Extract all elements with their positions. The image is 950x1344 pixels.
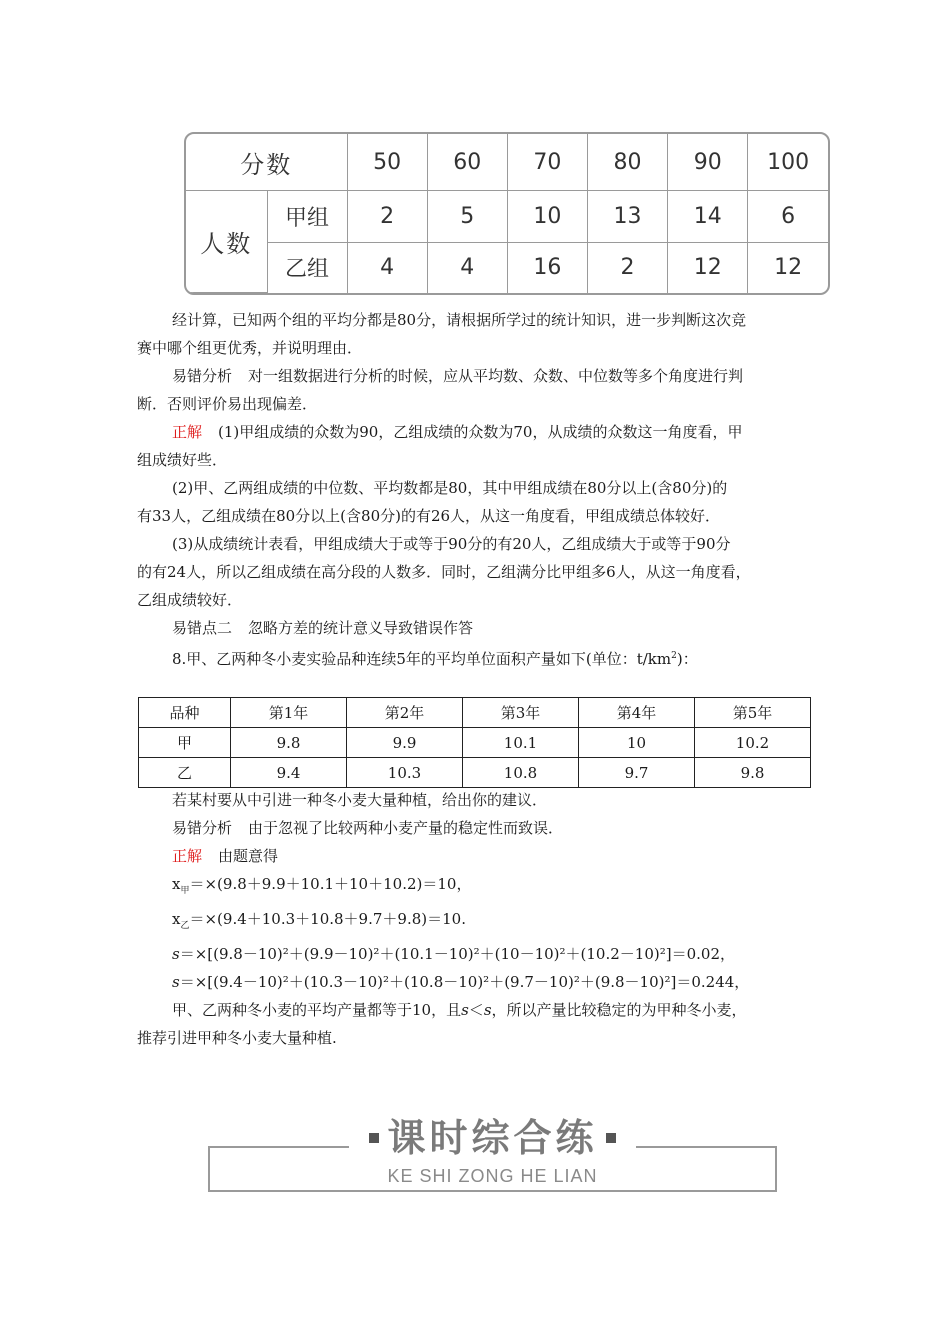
- count-cell: 6: [748, 191, 828, 242]
- text-line: 的有24人，所以乙组成绩在高分段的人数多．同时，乙组满分比甲组多6人，从这一角度看，: [137, 563, 751, 581]
- table-header: 第5年: [695, 698, 811, 728]
- text-line: (2)甲、乙两组成绩的中位数、平均数都是80，其中甲组成绩在80分以上(含80分)的: [172, 479, 728, 497]
- error-point-label: 易错点二: [172, 619, 233, 637]
- paragraph-question: [137, 306, 817, 362]
- unit-superscript: 2: [671, 651, 677, 661]
- yield-cell: 10: [579, 728, 695, 758]
- variety-cell: 甲: [139, 728, 231, 758]
- text-line: )：: [676, 650, 698, 668]
- count-cell: 4: [427, 242, 507, 292]
- count-cell: 14: [668, 191, 748, 242]
- variety-cell: 乙: [139, 758, 231, 788]
- count-cell: 16: [507, 242, 587, 292]
- paragraph-error-analysis: [137, 362, 817, 418]
- score-cell: 100: [748, 134, 828, 191]
- table-header: 第1年: [231, 698, 347, 728]
- banner: [208, 1114, 777, 1162]
- text-line: 若某村要从中引进一种冬小麦大量种植，给出你的建议．: [172, 791, 548, 809]
- solution-label: 正解: [172, 847, 203, 865]
- square-bullet-icon: [369, 1133, 379, 1143]
- formula-text: ＝×(9.8＋9.9＋10.1＋10＋10.2)＝10，: [189, 875, 472, 893]
- subscript: 乙: [180, 921, 190, 931]
- count-cell: 13: [587, 191, 667, 242]
- group-label: 甲组: [267, 191, 347, 242]
- score-cell: 90: [668, 134, 748, 191]
- wheat-yield-table: [138, 697, 811, 788]
- section-heading: [137, 614, 817, 642]
- text-part: ，所以产量比较稳定的为甲种冬小麦，: [491, 1001, 747, 1019]
- var-s: s: [461, 1001, 469, 1019]
- yield-cell: 9.9: [347, 728, 463, 758]
- solution-label: 正解: [172, 423, 203, 441]
- error-point-text: 忽略方差的统计意义导致错误作答: [248, 619, 474, 637]
- var-x: x: [172, 875, 181, 893]
- count-cell: 4: [347, 242, 427, 292]
- banner-title: 课时综合练: [387, 1116, 598, 1160]
- banner-subtitle: KE SHI ZONG HE LIAN: [387, 1166, 598, 1186]
- people-label: 人数: [186, 191, 267, 293]
- score-cell: 80: [587, 134, 667, 191]
- score-row-yi: [186, 242, 828, 292]
- count-cell: 2: [587, 242, 667, 292]
- text-part: 甲、乙两种冬小麦的平均产量都等于10，且: [172, 1001, 462, 1019]
- yield-cell: 9.4: [231, 758, 347, 788]
- group-label: 乙组: [267, 242, 347, 292]
- text-line: (1)甲组成绩的众数为90，乙组成绩的众数为70，从成绩的众数这一角度看，甲: [218, 423, 743, 441]
- text-line: 断．否则评价易出现偏差．: [137, 395, 318, 413]
- error-analysis-label: 易错分析: [172, 819, 233, 837]
- score-header-label: 分数: [186, 134, 347, 191]
- formula-line: [137, 905, 817, 940]
- problem-8: [137, 642, 817, 673]
- yield-cell: 10.2: [695, 728, 811, 758]
- score-cell: 70: [507, 134, 587, 191]
- text-line: (3)从成绩统计表看，甲组成绩大于或等于90分的有20人，乙组成绩大于或等于90分: [172, 535, 731, 553]
- less-than: ＜: [468, 1001, 484, 1019]
- yield-cell: 9.7: [579, 758, 695, 788]
- formula-line: [137, 870, 817, 905]
- table-header: 第4年: [579, 698, 695, 728]
- text-line: [137, 996, 817, 1024]
- square-bullet-icon: [606, 1133, 616, 1143]
- text-line: 组成绩好些．: [137, 451, 228, 469]
- solution-block: [137, 786, 817, 1052]
- table-header-row: [139, 698, 811, 728]
- count-cell: 12: [748, 242, 828, 292]
- count-cell: 2: [347, 191, 427, 242]
- formula-text: ＝×[(9.8－10)²＋(9.9－10)²＋(10.1－10)²＋(10－10)²＋(10.2－10)²]＝0.02，: [179, 945, 735, 963]
- formula-text: ＝×(9.4＋10.3＋10.8＋9.7＋9.8)＝10.: [189, 910, 466, 928]
- text-line: 赛中哪个组更优秀，并说明理由．: [137, 339, 363, 357]
- score-table: [184, 132, 830, 295]
- text-line: 乙组成绩较好．: [137, 591, 243, 609]
- table-row: [139, 728, 811, 758]
- paragraph-solution-3: [137, 530, 817, 614]
- text-line: 经计算，已知两个组的平均分都是80分，请根据所学过的统计知识，进一步判断这次竞: [172, 311, 747, 329]
- score-header-row: [186, 134, 828, 191]
- text-line: 有33人，乙组成绩在80分以上(含80分)的有26人，从这一角度看，甲组成绩总体较好．: [137, 507, 721, 525]
- yield-cell: 9.8: [231, 728, 347, 758]
- score-cell: 60: [427, 134, 507, 191]
- formula-line: [137, 940, 817, 968]
- paragraph-solution-1: [137, 418, 817, 474]
- text-line: 对一组数据进行分析的时候，应从平均数、众数、中位数等多个角度进行判: [248, 367, 744, 385]
- table-header: 品种: [139, 698, 231, 728]
- count-cell: 10: [507, 191, 587, 242]
- score-row-jia: [186, 191, 828, 242]
- var-s: s: [172, 945, 180, 963]
- table-row: [139, 758, 811, 788]
- yield-cell: 10.3: [347, 758, 463, 788]
- subscript: 甲: [180, 886, 190, 896]
- formula-line: [137, 968, 817, 996]
- yield-cell: 9.8: [695, 758, 811, 788]
- var-s: s: [172, 973, 180, 991]
- yield-cell: 10.1: [463, 728, 579, 758]
- score-cell: 50: [347, 134, 427, 191]
- error-analysis-label: 易错分析: [172, 367, 233, 385]
- text-line: 8.甲、乙两种冬小麦实验品种连续5年的平均单位面积产量如下(单位：t/km: [172, 650, 672, 668]
- var-x: x: [172, 910, 181, 928]
- count-cell: 5: [427, 191, 507, 242]
- table-header: 第2年: [347, 698, 463, 728]
- table-header: 第3年: [463, 698, 579, 728]
- yield-cell: 10.8: [463, 758, 579, 788]
- var-s: s: [483, 1001, 492, 1019]
- text-line: 由题意得: [218, 847, 279, 865]
- count-cell: 12: [668, 242, 748, 292]
- text-line: 推荐引进甲种冬小麦大量种植.: [137, 1029, 337, 1047]
- formula-text: ＝×[(9.4－10)²＋(10.3－10)²＋(10.8－10)²＋(9.7－10)²＋(9.8－10)²]＝0.244，: [179, 973, 750, 991]
- paragraph-solution-2: [137, 474, 817, 530]
- text-line: 由于忽视了比较两种小麦产量的稳定性而致误．: [248, 819, 564, 837]
